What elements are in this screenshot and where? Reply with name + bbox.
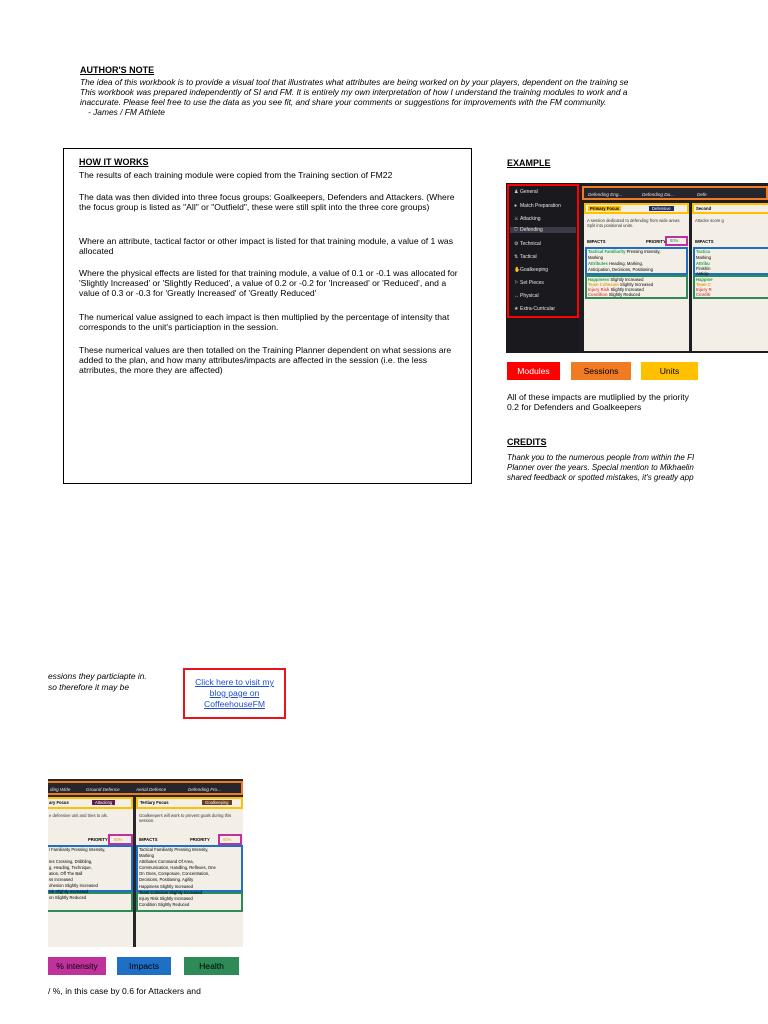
impacts-label: IMPACTS bbox=[695, 239, 714, 244]
session-tab: Aerial Defence bbox=[136, 787, 167, 792]
session-panel-secondary bbox=[48, 797, 133, 947]
sessions-line: so therefore it may be bbox=[48, 682, 129, 692]
match-icon: ● bbox=[514, 203, 518, 209]
session-description: Attacke score g bbox=[695, 218, 724, 223]
blog-link[interactable]: Click here to visit my blog page on CoffeehouseFM bbox=[195, 677, 274, 709]
impact-line: Conditi bbox=[696, 292, 711, 297]
session-tab: Defending Fro... bbox=[188, 787, 221, 792]
legend-intensity: % intensity bbox=[48, 957, 106, 975]
defend-icon: ⛉ bbox=[514, 227, 518, 233]
example-screenshot-2 bbox=[48, 779, 243, 947]
credits-line: Thank you to the numerous people from within the FI bbox=[507, 453, 695, 462]
impact-line: on Slightly Reduced bbox=[49, 895, 87, 900]
extra-icon: ★ bbox=[514, 306, 519, 312]
person-icon: ♟ bbox=[514, 189, 519, 195]
impact-line: ss Increased bbox=[49, 877, 73, 882]
impact-line: Tactical Familiarity Pressing Intensity, bbox=[588, 249, 661, 254]
menu-item-defending: ⛉ Defending bbox=[510, 227, 576, 233]
sessions-tabbar bbox=[48, 781, 243, 795]
impact-line: Communication, Handling, Reflexes, One bbox=[139, 865, 216, 870]
impact-line: Marking bbox=[588, 255, 603, 260]
how-it-works-paragraph: Where an attribute, tactical factor or other impact is listed for that training module, a value of 1 was allocated bbox=[79, 236, 454, 256]
menu-item-match-preparation: ● Match Preparation bbox=[514, 203, 561, 209]
session-tab: Ground Defence bbox=[86, 787, 120, 792]
impact-line: On Ones, Composure, Concentration, bbox=[139, 871, 210, 876]
impact-line: Marking bbox=[696, 255, 711, 260]
impact-line: Tactica bbox=[696, 249, 711, 254]
primary-focus-value: Defensive bbox=[649, 206, 674, 211]
impact-line: Injury Risk Slightly Increased bbox=[139, 896, 193, 901]
credits-line: shared feedback or spotted mistakes, it's greatly app bbox=[507, 473, 694, 482]
legend-modules: Modules bbox=[507, 362, 560, 380]
setpiece-icon: ⚐ bbox=[514, 280, 519, 286]
session-tab: Defending Eng... bbox=[588, 192, 623, 197]
modules-highlight bbox=[507, 184, 579, 318]
how-it-works-paragraph: These numerical values are then totalled on the Training Planner dependent on what sessions are added to the plan, and how many attributes/impacts are affected in the session (i.e. the less atrributes, the more they are affected) bbox=[79, 345, 452, 375]
how-it-works-paragraph: Where the physical effects are listed for that training module, a value of 0.1 or -0.1 was allocated for 'Slightly Increased' or 'Slightly Reduced', a value of 0.2 or -0.2 for 'Increased' or 'Reduced', and a value of 0.3 or -0.3 for 'Greatly Increased' of 'Greatly Reduced' bbox=[79, 268, 458, 298]
authors-note-body bbox=[80, 77, 768, 117]
legend-sessions: Sessions bbox=[571, 362, 631, 380]
impact-line: Happiness Slightly Increased bbox=[139, 884, 194, 889]
impact-line: Attribu bbox=[696, 261, 710, 266]
how-it-works-paragraph: The results of each training module were copied from the Training section of FM22 bbox=[79, 170, 393, 180]
tactical-icon: ⇅ bbox=[514, 254, 519, 260]
impact-line: Team Cohesion Slightly Increased bbox=[139, 890, 203, 895]
session-panel-secondary bbox=[692, 203, 768, 351]
impacts-label: IMPACTS bbox=[139, 837, 158, 842]
impacts-label: IMPACTS bbox=[587, 239, 606, 244]
impact-line: Team C bbox=[696, 282, 711, 287]
menu-item-physical: ↔Physical bbox=[514, 293, 539, 299]
menu-item-attacking: ⚔ Attacking bbox=[514, 216, 541, 222]
impact-line: Injury Risk Slightly Increased bbox=[588, 287, 644, 292]
example-title: EXAMPLE bbox=[507, 158, 551, 168]
physical-icon: ↔ bbox=[514, 293, 519, 299]
priority-label: PRIORITY bbox=[88, 837, 108, 842]
impact-line: Attributes Heading, Marking, bbox=[588, 261, 643, 266]
authors-note-line: The idea of this workbook is to provide a visual tool that illustrates what attributes are being worked on by your players, dependent on the training se bbox=[80, 77, 629, 87]
priority-label: PRIORITY bbox=[190, 837, 210, 842]
session-description: Goalkeepers will work to prevent goals during this session. bbox=[139, 813, 232, 824]
impact-line: Anticip bbox=[696, 271, 709, 276]
session-tab: ding Wide bbox=[50, 787, 71, 792]
impact-line: Condition Slightly Reduced bbox=[588, 292, 641, 297]
primary-focus-label: Primary Focus bbox=[590, 206, 620, 211]
intensity-highlight bbox=[218, 834, 242, 845]
impact-line: Happine bbox=[696, 277, 713, 282]
menu-item-general: ♟ General bbox=[514, 189, 538, 195]
impact-line: Team Cohesion Slightly Increased bbox=[588, 282, 654, 287]
how-it-works-paragraph: The data was then divided into three focus groups: Goalkeepers, Defenders and Attackers. (Where the focus group is listed as "All" or "Outfield", these were still split into the three core groups) bbox=[79, 192, 455, 212]
session-description: e defensive unit and tries to als. bbox=[49, 813, 108, 818]
credits-title: CREDITS bbox=[507, 437, 547, 447]
authors-note-line: This workbook was prepared independently of SI and FM. It is entirely my own interpretation of how I understand the training modules to work and a bbox=[80, 87, 628, 97]
focus-label: ary Focus bbox=[49, 800, 69, 805]
impact-line: ation, Off The Ball bbox=[49, 871, 83, 876]
goalkeeping-icon: ✋ bbox=[514, 267, 521, 273]
impact-line: Condition Slightly Reduced bbox=[139, 902, 190, 907]
priority-label: PRIORITY bbox=[646, 239, 666, 244]
intensity-highlight bbox=[665, 236, 688, 246]
menu-item-extra-curricular: ★ Extra-Curricular bbox=[514, 306, 556, 312]
legend-impacts: Impacts bbox=[117, 957, 171, 975]
impact-line: g, Heading, Technique, bbox=[49, 865, 92, 870]
sessions-tabbar bbox=[582, 186, 768, 200]
focus-value: Goalkeeping bbox=[202, 800, 232, 805]
multiplier-note bbox=[507, 392, 768, 412]
authors-note-line: inaccurate. Please feel free to use the data as you see fit, and share your comments or suggestions for improvements with the FM community. bbox=[80, 97, 607, 107]
impact-line: Attributes Command Of Area, bbox=[139, 859, 194, 864]
focus-label: Tertiary Focus bbox=[140, 800, 169, 805]
multiplier-line: All of these impacts are mutliplied by the priority bbox=[507, 392, 689, 402]
impact-line: tes Crossing, Dribbling, bbox=[49, 859, 93, 864]
impact-line: Happiness Slightly Increased bbox=[588, 277, 644, 282]
technical-icon: ⚙ bbox=[514, 241, 519, 247]
how-it-works-paragraph: The numerical value assigned to each impact is then multiplied by the percentage of intensity that corresponds to the unit's particiaption in the session. bbox=[79, 312, 450, 332]
impact-line: Tactical Familiarity Pressing Intensity, bbox=[139, 847, 209, 852]
session-tab: Defe bbox=[697, 192, 707, 197]
credits-line: Planner over the years. Special mention to Mikhaelin bbox=[507, 463, 694, 472]
menu-item-tactical: ⇅ Tactical bbox=[514, 254, 537, 260]
priority-value: 80% bbox=[670, 238, 679, 243]
impact-line: Finishin bbox=[696, 266, 711, 271]
legend-units: Units bbox=[641, 362, 698, 380]
session-panel-primary bbox=[584, 203, 689, 351]
multiplier-line: 0.2 for Defenders and Goalkeepers bbox=[507, 402, 642, 412]
priority-value: 60% bbox=[223, 837, 232, 842]
impact-line: Marking bbox=[139, 853, 154, 858]
blog-link-box[interactable] bbox=[183, 668, 286, 719]
priority-value: 60% bbox=[114, 837, 123, 842]
legend-health: Health bbox=[184, 957, 239, 975]
menu-item-technical: ⚙ Technical bbox=[514, 241, 541, 247]
authors-note-title: AUTHOR'S NOTE bbox=[80, 65, 155, 75]
menu-item-goalkeeping: ✋Goalkeeping bbox=[514, 267, 549, 273]
example-screenshot bbox=[506, 183, 768, 353]
intensity-highlight bbox=[108, 834, 133, 845]
secondary-focus-label: Second bbox=[696, 206, 712, 211]
how-it-works-title: HOW IT WORKS bbox=[79, 157, 149, 167]
impact-line: isk Slightly Increased bbox=[49, 889, 89, 894]
menu-item-set-pieces: ⚐ Set Pieces bbox=[514, 280, 544, 286]
authors-note-signature: - James / FM Athlete bbox=[88, 107, 165, 117]
impact-line: ohesion Slightly Increased bbox=[49, 883, 98, 888]
multiplier-continuation: / %, in this case by 0.6 for Attackers and bbox=[48, 986, 201, 996]
attack-icon: ⚔ bbox=[514, 216, 519, 222]
impact-line: Anticipation, Decisions, Positioning bbox=[588, 267, 653, 272]
sessions-note bbox=[48, 671, 147, 693]
impact-line: Injury R bbox=[696, 287, 712, 292]
session-tab: Defending Da... bbox=[642, 192, 674, 197]
session-panel-tertiary bbox=[136, 797, 243, 947]
sessions-line: essions they particiapte in. bbox=[48, 671, 147, 681]
session-description: A session dedicated to defending from wide areas. Split into positional units. bbox=[587, 218, 681, 229]
impact-line: Decisions, Positioning, Agility bbox=[139, 877, 194, 882]
credits-body bbox=[507, 453, 768, 483]
impact-line: l Familiarity Pressing Intensity, bbox=[49, 847, 106, 852]
focus-value: Attacking bbox=[92, 800, 115, 805]
